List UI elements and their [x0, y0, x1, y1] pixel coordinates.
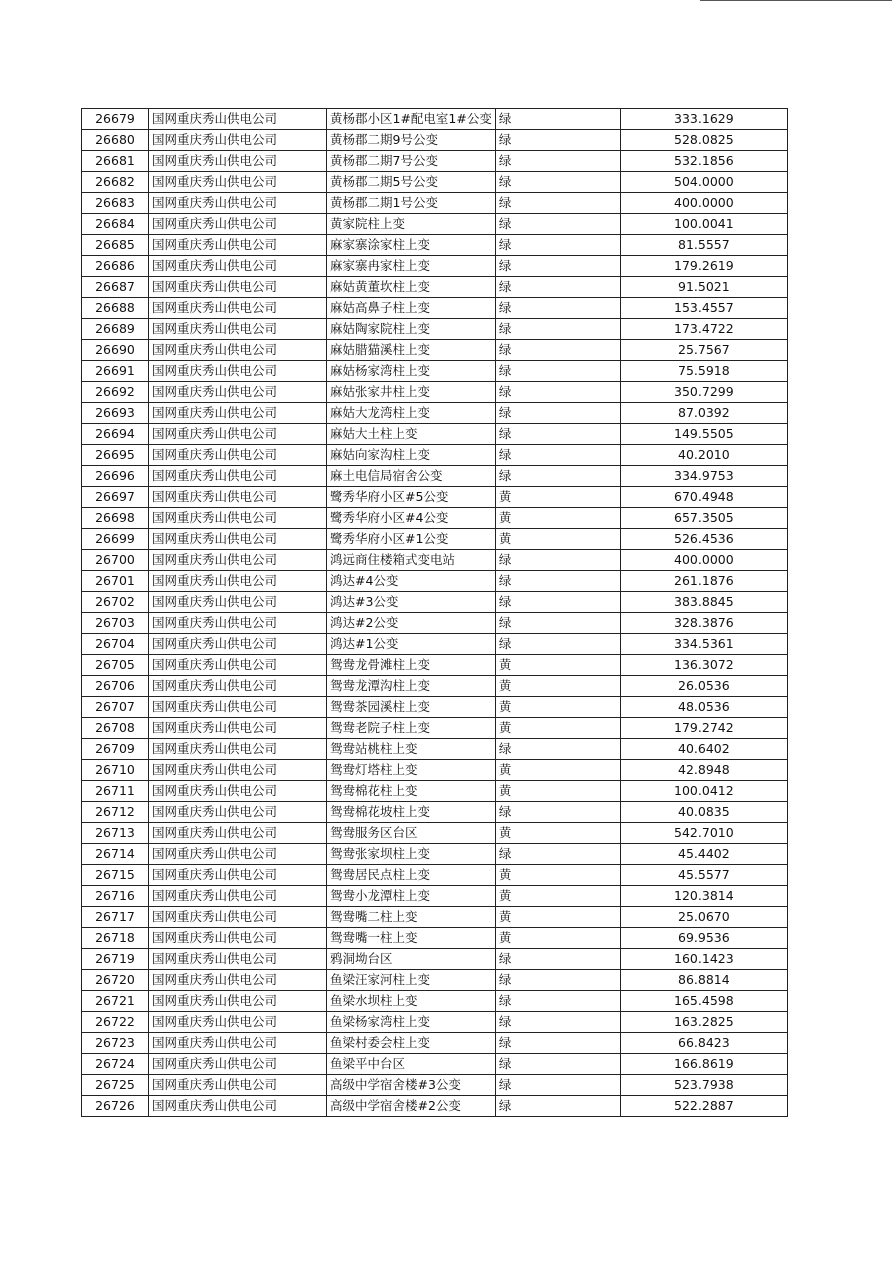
- table-row: [82, 613, 788, 634]
- status-color-cell: 黄: [495, 760, 620, 781]
- row-id: 26695: [82, 445, 149, 466]
- row-id: 26701: [82, 571, 149, 592]
- status-color-cell: 绿: [495, 361, 620, 382]
- table-row: [82, 1012, 788, 1033]
- value-cell: 91.5021: [620, 277, 787, 298]
- transformer-name-cell: 鸳鸯小龙潭柱上变: [327, 886, 496, 907]
- row-id: 26716: [82, 886, 149, 907]
- value-cell: 261.1876: [620, 571, 787, 592]
- row-id: 26719: [82, 949, 149, 970]
- table-row: [82, 172, 788, 193]
- value-cell: 25.7567: [620, 340, 787, 361]
- status-color-cell: 黄: [495, 487, 620, 508]
- status-color-cell: 绿: [495, 424, 620, 445]
- value-cell: 40.2010: [620, 445, 787, 466]
- status-color-cell: 绿: [495, 1012, 620, 1033]
- row-id: 26684: [82, 214, 149, 235]
- company-cell: 国网重庆秀山供电公司: [149, 781, 327, 802]
- row-id: 26693: [82, 403, 149, 424]
- row-id: 26711: [82, 781, 149, 802]
- company-cell: 国网重庆秀山供电公司: [149, 151, 327, 172]
- value-cell: 26.0536: [620, 676, 787, 697]
- company-cell: 国网重庆秀山供电公司: [149, 928, 327, 949]
- table-row: [82, 991, 788, 1012]
- row-id: 26687: [82, 277, 149, 298]
- status-color-cell: 黄: [495, 823, 620, 844]
- row-id: 26713: [82, 823, 149, 844]
- value-cell: 136.3072: [620, 655, 787, 676]
- value-cell: 400.0000: [620, 193, 787, 214]
- transformer-name-cell: 麻姑腊猫溪柱上变: [327, 340, 496, 361]
- transformer-name-cell: 鸳鸯龙骨滩柱上变: [327, 655, 496, 676]
- status-color-cell: 黄: [495, 907, 620, 928]
- value-cell: 100.0412: [620, 781, 787, 802]
- status-color-cell: 绿: [495, 151, 620, 172]
- table-row: [82, 970, 788, 991]
- company-cell: 国网重庆秀山供电公司: [149, 319, 327, 340]
- transformer-name-cell: 麻家寨冉家柱上变: [327, 256, 496, 277]
- transformer-name-cell: 鸦洞坳台区: [327, 949, 496, 970]
- status-color-cell: 绿: [495, 319, 620, 340]
- table-row: [82, 823, 788, 844]
- status-color-cell: 绿: [495, 844, 620, 865]
- table-row: [82, 655, 788, 676]
- table-row: [82, 1075, 788, 1096]
- company-cell: 国网重庆秀山供电公司: [149, 214, 327, 235]
- row-id: 26697: [82, 487, 149, 508]
- transformer-name-cell: 鱼梁杨家湾柱上变: [327, 1012, 496, 1033]
- transformer-name-cell: 鸳鸯居民点柱上变: [327, 865, 496, 886]
- table-row: [82, 718, 788, 739]
- status-color-cell: 黄: [495, 718, 620, 739]
- status-color-cell: 绿: [495, 1054, 620, 1075]
- value-cell: 166.8619: [620, 1054, 787, 1075]
- company-cell: 国网重庆秀山供电公司: [149, 172, 327, 193]
- table-row: [82, 781, 788, 802]
- row-id: 26726: [82, 1096, 149, 1117]
- value-cell: 334.5361: [620, 634, 787, 655]
- table-row: [82, 214, 788, 235]
- value-cell: 350.7299: [620, 382, 787, 403]
- transformer-name-cell: 黄杨郡小区1#配电室1#公变: [327, 109, 496, 130]
- transformer-name-cell: 黄杨郡二期1号公变: [327, 193, 496, 214]
- table-row: [82, 151, 788, 172]
- value-cell: 45.4402: [620, 844, 787, 865]
- transformer-name-cell: 鸿达#1公变: [327, 634, 496, 655]
- table-row: [82, 340, 788, 361]
- company-cell: 国网重庆秀山供电公司: [149, 550, 327, 571]
- status-color-cell: 黄: [495, 928, 620, 949]
- transformer-name-cell: 麻姑黄董坎柱上变: [327, 277, 496, 298]
- transformer-name-cell: 鱼梁村委会柱上变: [327, 1033, 496, 1054]
- row-id: 26688: [82, 298, 149, 319]
- row-id: 26679: [82, 109, 149, 130]
- value-cell: 383.8845: [620, 592, 787, 613]
- value-cell: 165.4598: [620, 991, 787, 1012]
- table-row: [82, 886, 788, 907]
- transformer-name-cell: 鸳鸯嘴二柱上变: [327, 907, 496, 928]
- table-row: [82, 949, 788, 970]
- company-cell: 国网重庆秀山供电公司: [149, 655, 327, 676]
- row-id: 26682: [82, 172, 149, 193]
- value-cell: 48.0536: [620, 697, 787, 718]
- row-id: 26707: [82, 697, 149, 718]
- company-cell: 国网重庆秀山供电公司: [149, 697, 327, 718]
- table-row: [82, 907, 788, 928]
- status-color-cell: 绿: [495, 550, 620, 571]
- table-row: [82, 424, 788, 445]
- transformer-name-cell: 鸳鸯棉花坡柱上变: [327, 802, 496, 823]
- row-id: 26721: [82, 991, 149, 1012]
- value-cell: 173.4722: [620, 319, 787, 340]
- table-row: [82, 445, 788, 466]
- value-cell: 40.0835: [620, 802, 787, 823]
- status-color-cell: 绿: [495, 949, 620, 970]
- transformer-name-cell: 麻家寨涂家柱上变: [327, 235, 496, 256]
- row-id: 26710: [82, 760, 149, 781]
- company-cell: 国网重庆秀山供电公司: [149, 1012, 327, 1033]
- table-row: [82, 466, 788, 487]
- status-color-cell: 绿: [495, 1075, 620, 1096]
- company-cell: 国网重庆秀山供电公司: [149, 109, 327, 130]
- row-id: 26712: [82, 802, 149, 823]
- company-cell: 国网重庆秀山供电公司: [149, 1096, 327, 1117]
- company-cell: 国网重庆秀山供电公司: [149, 298, 327, 319]
- table-row: [82, 109, 788, 130]
- company-cell: 国网重庆秀山供电公司: [149, 361, 327, 382]
- transformer-name-cell: 鸳鸯站桃柱上变: [327, 739, 496, 760]
- value-cell: 81.5557: [620, 235, 787, 256]
- transformer-name-cell: 鸿达#2公变: [327, 613, 496, 634]
- row-id: 26723: [82, 1033, 149, 1054]
- row-id: 26680: [82, 130, 149, 151]
- status-color-cell: 绿: [495, 592, 620, 613]
- row-id: 26708: [82, 718, 149, 739]
- status-color-cell: 绿: [495, 277, 620, 298]
- table-row: [82, 256, 788, 277]
- status-color-cell: 黄: [495, 529, 620, 550]
- status-color-cell: 绿: [495, 403, 620, 424]
- transformer-name-cell: 鹭秀华府小区#4公变: [327, 508, 496, 529]
- status-color-cell: 绿: [495, 445, 620, 466]
- value-cell: 87.0392: [620, 403, 787, 424]
- transformer-name-cell: 麻姑高鼻子柱上变: [327, 298, 496, 319]
- transformer-name-cell: 麻姑向家沟柱上变: [327, 445, 496, 466]
- value-cell: 160.1423: [620, 949, 787, 970]
- row-id: 26705: [82, 655, 149, 676]
- status-color-cell: 绿: [495, 802, 620, 823]
- value-cell: 149.5505: [620, 424, 787, 445]
- row-id: 26714: [82, 844, 149, 865]
- transformer-name-cell: 鱼梁平中台区: [327, 1054, 496, 1075]
- transformer-name-cell: 鸳鸯服务区台区: [327, 823, 496, 844]
- table-row: [82, 193, 788, 214]
- status-color-cell: 绿: [495, 571, 620, 592]
- transformer-name-cell: 鸳鸯灯塔柱上变: [327, 760, 496, 781]
- value-cell: 670.4948: [620, 487, 787, 508]
- company-cell: 国网重庆秀山供电公司: [149, 130, 327, 151]
- company-cell: 国网重庆秀山供电公司: [149, 886, 327, 907]
- transformer-name-cell: 鱼梁水坝柱上变: [327, 991, 496, 1012]
- row-id: 26709: [82, 739, 149, 760]
- table-row: [82, 382, 788, 403]
- transformer-name-cell: 麻土电信局宿舍公变: [327, 466, 496, 487]
- table-row: [82, 508, 788, 529]
- row-id: 26692: [82, 382, 149, 403]
- row-id: 26681: [82, 151, 149, 172]
- transformer-name-cell: 黄杨郡二期9号公变: [327, 130, 496, 151]
- status-color-cell: 绿: [495, 172, 620, 193]
- status-color-cell: 绿: [495, 193, 620, 214]
- value-cell: 163.2825: [620, 1012, 787, 1033]
- table-row: [82, 634, 788, 655]
- row-id: 26706: [82, 676, 149, 697]
- value-cell: 120.3814: [620, 886, 787, 907]
- status-color-cell: 绿: [495, 613, 620, 634]
- company-cell: 国网重庆秀山供电公司: [149, 382, 327, 403]
- table-row: [82, 571, 788, 592]
- company-cell: 国网重庆秀山供电公司: [149, 970, 327, 991]
- transformer-name-cell: 黄杨郡二期5号公变: [327, 172, 496, 193]
- row-id: 26698: [82, 508, 149, 529]
- row-id: 26717: [82, 907, 149, 928]
- value-cell: 42.8948: [620, 760, 787, 781]
- company-cell: 国网重庆秀山供电公司: [149, 991, 327, 1012]
- value-cell: 504.0000: [620, 172, 787, 193]
- table-row: [82, 130, 788, 151]
- company-cell: 国网重庆秀山供电公司: [149, 802, 327, 823]
- value-cell: 45.5577: [620, 865, 787, 886]
- status-color-cell: 绿: [495, 214, 620, 235]
- status-color-cell: 绿: [495, 1033, 620, 1054]
- table-row: [82, 487, 788, 508]
- table-row: [82, 298, 788, 319]
- value-cell: 69.9536: [620, 928, 787, 949]
- transformer-name-cell: 鹭秀华府小区#1公变: [327, 529, 496, 550]
- transformer-name-cell: 鸳鸯张家坝柱上变: [327, 844, 496, 865]
- company-cell: 国网重庆秀山供电公司: [149, 1054, 327, 1075]
- transformer-name-cell: 高级中学宿舍楼#2公变: [327, 1096, 496, 1117]
- row-id: 26715: [82, 865, 149, 886]
- status-color-cell: 绿: [495, 466, 620, 487]
- value-cell: 25.0670: [620, 907, 787, 928]
- company-cell: 国网重庆秀山供电公司: [149, 739, 327, 760]
- table-row: [82, 550, 788, 571]
- company-cell: 国网重庆秀山供电公司: [149, 235, 327, 256]
- transformer-name-cell: 黄家院柱上变: [327, 214, 496, 235]
- status-color-cell: 绿: [495, 130, 620, 151]
- table-row: [82, 319, 788, 340]
- value-cell: 40.6402: [620, 739, 787, 760]
- transformer-name-cell: 鸿达#4公变: [327, 571, 496, 592]
- company-cell: 国网重庆秀山供电公司: [149, 1033, 327, 1054]
- transformer-name-cell: 鱼梁汪家河柱上变: [327, 970, 496, 991]
- row-id: 26700: [82, 550, 149, 571]
- company-cell: 国网重庆秀山供电公司: [149, 865, 327, 886]
- table-row: [82, 235, 788, 256]
- value-cell: 526.4536: [620, 529, 787, 550]
- data-table: [81, 108, 788, 1117]
- status-color-cell: 绿: [495, 256, 620, 277]
- row-id: 26725: [82, 1075, 149, 1096]
- company-cell: 国网重庆秀山供电公司: [149, 256, 327, 277]
- value-cell: 100.0041: [620, 214, 787, 235]
- table-row: [82, 1054, 788, 1075]
- status-color-cell: 绿: [495, 340, 620, 361]
- company-cell: 国网重庆秀山供电公司: [149, 634, 327, 655]
- status-color-cell: 绿: [495, 970, 620, 991]
- table-row: [82, 403, 788, 424]
- status-color-cell: 黄: [495, 508, 620, 529]
- company-cell: 国网重庆秀山供电公司: [149, 907, 327, 928]
- status-color-cell: 黄: [495, 865, 620, 886]
- row-id: 26689: [82, 319, 149, 340]
- value-cell: 522.2887: [620, 1096, 787, 1117]
- transformer-name-cell: 麻姑大龙湾柱上变: [327, 403, 496, 424]
- status-color-cell: 黄: [495, 655, 620, 676]
- value-cell: 400.0000: [620, 550, 787, 571]
- company-cell: 国网重庆秀山供电公司: [149, 760, 327, 781]
- status-color-cell: 绿: [495, 382, 620, 403]
- company-cell: 国网重庆秀山供电公司: [149, 613, 327, 634]
- status-color-cell: 黄: [495, 697, 620, 718]
- table-row: [82, 529, 788, 550]
- value-cell: 542.7010: [620, 823, 787, 844]
- company-cell: 国网重庆秀山供电公司: [149, 193, 327, 214]
- row-id: 26699: [82, 529, 149, 550]
- status-color-cell: 黄: [495, 676, 620, 697]
- row-id: 26722: [82, 1012, 149, 1033]
- table-row: [82, 1033, 788, 1054]
- page-edge-line: [700, 0, 892, 1]
- row-id: 26685: [82, 235, 149, 256]
- value-cell: 75.5918: [620, 361, 787, 382]
- company-cell: 国网重庆秀山供电公司: [149, 424, 327, 445]
- status-color-cell: 绿: [495, 991, 620, 1012]
- company-cell: 国网重庆秀山供电公司: [149, 949, 327, 970]
- value-cell: 179.2619: [620, 256, 787, 277]
- row-id: 26683: [82, 193, 149, 214]
- value-cell: 328.3876: [620, 613, 787, 634]
- value-cell: 86.8814: [620, 970, 787, 991]
- value-cell: 66.8423: [620, 1033, 787, 1054]
- row-id: 26704: [82, 634, 149, 655]
- row-id: 26694: [82, 424, 149, 445]
- value-cell: 334.9753: [620, 466, 787, 487]
- transformer-name-cell: 麻姑杨家湾柱上变: [327, 361, 496, 382]
- company-cell: 国网重庆秀山供电公司: [149, 340, 327, 361]
- row-id: 26724: [82, 1054, 149, 1075]
- company-cell: 国网重庆秀山供电公司: [149, 718, 327, 739]
- value-cell: 657.3505: [620, 508, 787, 529]
- transformer-name-cell: 鸿远商住楼箱式变电站: [327, 550, 496, 571]
- row-id: 26718: [82, 928, 149, 949]
- company-cell: 国网重庆秀山供电公司: [149, 571, 327, 592]
- row-id: 26691: [82, 361, 149, 382]
- value-cell: 179.2742: [620, 718, 787, 739]
- table-row: [82, 1096, 788, 1117]
- table-row: [82, 865, 788, 886]
- transformer-name-cell: 鹭秀华府小区#5公变: [327, 487, 496, 508]
- transformer-name-cell: 黄杨郡二期7号公变: [327, 151, 496, 172]
- value-cell: 528.0825: [620, 130, 787, 151]
- status-color-cell: 绿: [495, 109, 620, 130]
- status-color-cell: 绿: [495, 739, 620, 760]
- table-row: [82, 697, 788, 718]
- company-cell: 国网重庆秀山供电公司: [149, 466, 327, 487]
- table-row: [82, 928, 788, 949]
- company-cell: 国网重庆秀山供电公司: [149, 844, 327, 865]
- company-cell: 国网重庆秀山供电公司: [149, 508, 327, 529]
- row-id: 26690: [82, 340, 149, 361]
- row-id: 26720: [82, 970, 149, 991]
- table-row: [82, 760, 788, 781]
- company-cell: 国网重庆秀山供电公司: [149, 445, 327, 466]
- status-color-cell: 绿: [495, 634, 620, 655]
- company-cell: 国网重庆秀山供电公司: [149, 823, 327, 844]
- table-row: [82, 277, 788, 298]
- status-color-cell: 黄: [495, 781, 620, 802]
- transformer-name-cell: 麻姑张家井柱上变: [327, 382, 496, 403]
- transformer-name-cell: 鸳鸯嘴一柱上变: [327, 928, 496, 949]
- row-id: 26703: [82, 613, 149, 634]
- company-cell: 国网重庆秀山供电公司: [149, 1075, 327, 1096]
- table-row: [82, 844, 788, 865]
- transformer-name-cell: 鸳鸯茶园溪柱上变: [327, 697, 496, 718]
- status-color-cell: 绿: [495, 1096, 620, 1117]
- row-id: 26702: [82, 592, 149, 613]
- company-cell: 国网重庆秀山供电公司: [149, 403, 327, 424]
- value-cell: 523.7938: [620, 1075, 787, 1096]
- table-row: [82, 592, 788, 613]
- table-row: [82, 676, 788, 697]
- transformer-name-cell: 麻姑大土柱上变: [327, 424, 496, 445]
- status-color-cell: 绿: [495, 235, 620, 256]
- value-cell: 333.1629: [620, 109, 787, 130]
- transformer-name-cell: 鸿达#3公变: [327, 592, 496, 613]
- transformer-name-cell: 鸳鸯老院子柱上变: [327, 718, 496, 739]
- row-id: 26696: [82, 466, 149, 487]
- table-row: [82, 361, 788, 382]
- transformer-name-cell: 鸳鸯棉花柱上变: [327, 781, 496, 802]
- company-cell: 国网重庆秀山供电公司: [149, 277, 327, 298]
- company-cell: 国网重庆秀山供电公司: [149, 487, 327, 508]
- transformer-name-cell: 鸳鸯龙潭沟柱上变: [327, 676, 496, 697]
- table-row: [82, 802, 788, 823]
- status-color-cell: 黄: [495, 886, 620, 907]
- value-cell: 153.4557: [620, 298, 787, 319]
- company-cell: 国网重庆秀山供电公司: [149, 676, 327, 697]
- transformer-name-cell: 麻姑陶家院柱上变: [327, 319, 496, 340]
- value-cell: 532.1856: [620, 151, 787, 172]
- company-cell: 国网重庆秀山供电公司: [149, 529, 327, 550]
- company-cell: 国网重庆秀山供电公司: [149, 592, 327, 613]
- transformer-name-cell: 高级中学宿舍楼#3公变: [327, 1075, 496, 1096]
- table-row: [82, 739, 788, 760]
- status-color-cell: 绿: [495, 298, 620, 319]
- row-id: 26686: [82, 256, 149, 277]
